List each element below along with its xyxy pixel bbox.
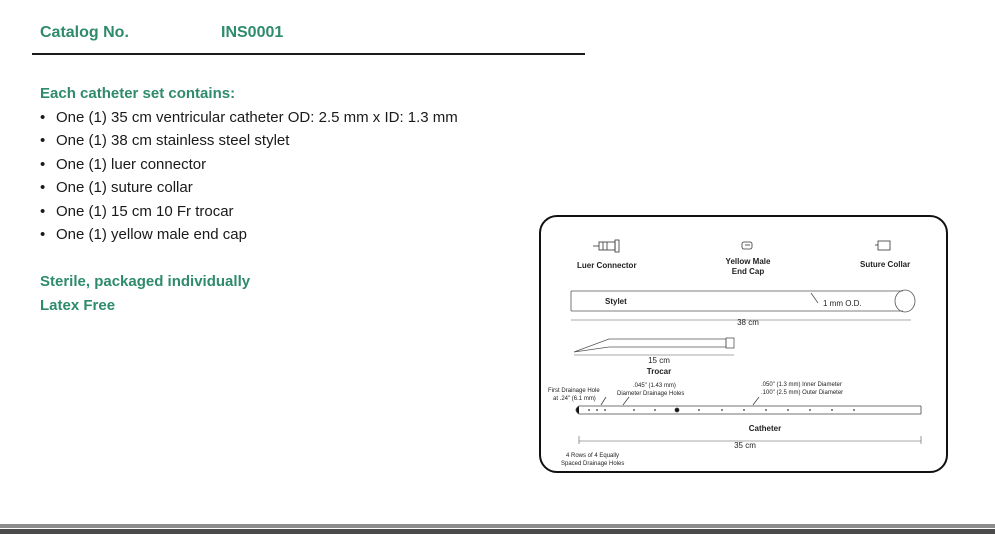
catalog-divider xyxy=(32,53,585,55)
end-cap-label-line2: End Cap xyxy=(731,267,765,276)
contents-heading: Each catheter set contains: xyxy=(40,85,236,102)
suture-collar-icon xyxy=(875,241,890,250)
hole-diameter-label-line2: Diameter Drainage Holes xyxy=(617,391,685,397)
list-item: • One (1) 35 cm ventricular catheter OD: 2.5 mm x ID: 1.3 mm xyxy=(40,108,458,131)
list-item: • One (1) luer connector xyxy=(40,155,458,178)
inner-diameter-label: .050" (1.3 mm) Inner Diameter xyxy=(761,382,842,388)
outer-diameter-label: .100" (2.5 mm) Outer Diameter xyxy=(761,390,844,396)
hole-diameter-label-line1: .045" (1.43 mm) xyxy=(633,383,676,389)
luer-connector-label: Luer Connector xyxy=(577,261,637,270)
rows-label-line2: Spaced Drainage Holes xyxy=(561,461,625,467)
stylet-length-label: 38 cm xyxy=(737,318,759,327)
diagram-canvas xyxy=(541,217,946,471)
trocar-length-label: 15 cm xyxy=(648,356,670,365)
list-item: • One (1) yellow male end cap xyxy=(40,225,458,248)
drainage-holes xyxy=(588,409,855,411)
bottom-divider-light xyxy=(0,524,995,528)
trocar-drawing xyxy=(574,338,734,352)
catheter-label: Catheter xyxy=(748,424,782,433)
first-hole-label-line2: at .24" (6.1 mm) xyxy=(553,396,596,402)
trocar-label: Trocar xyxy=(646,367,672,376)
catheter-drawing xyxy=(576,397,921,414)
end-cap-label-line1: Yellow Male xyxy=(725,257,771,266)
contents-list xyxy=(40,108,458,248)
end-cap-icon xyxy=(742,242,752,249)
catalog-number: INS0001 xyxy=(221,24,284,41)
bottom-divider-dark xyxy=(0,529,995,534)
stylet-label: Stylet xyxy=(605,297,627,306)
catheter-length-label: 35 cm xyxy=(734,441,756,450)
first-hole-label-line1: First Drainage Hole xyxy=(548,388,600,394)
suture-collar-label: Suture Collar xyxy=(860,260,911,269)
product-diagram xyxy=(539,215,948,473)
catalog-label: Catalog No. xyxy=(40,24,129,41)
latex-note: Latex Free xyxy=(40,297,116,314)
list-item: • One (1) 15 cm 10 Fr trocar xyxy=(40,202,458,225)
sterile-note: Sterile, packaged individually xyxy=(40,273,251,290)
luer-connector-icon xyxy=(593,240,619,252)
list-item: • One (1) 38 cm stainless steel stylet xyxy=(40,131,458,154)
stylet-od-label: 1 mm O.D. xyxy=(823,299,862,308)
list-item: • One (1) suture collar xyxy=(40,178,458,201)
rows-label-line1: 4 Rows of 4 Equally xyxy=(566,453,620,459)
